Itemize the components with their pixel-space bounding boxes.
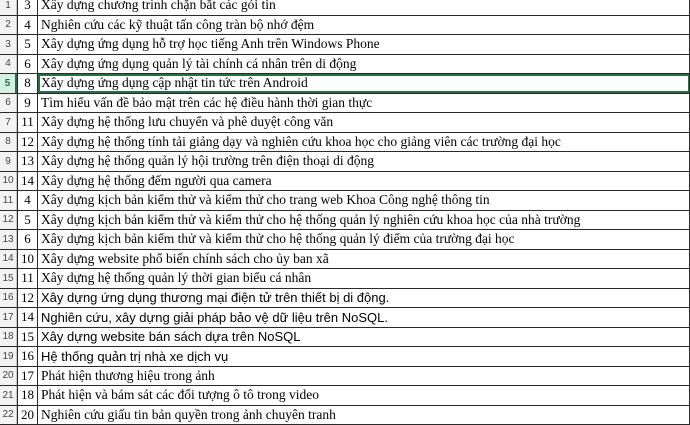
- topic-title-cell[interactable]: Xây dựng ứng dụng hỗ trợ học tiếng Anh trên Windows Phone: [38, 35, 690, 54]
- table-row[interactable]: [0, 152, 690, 172]
- topic-number-cell[interactable]: 5: [17, 35, 38, 54]
- table-row[interactable]: [0, 230, 690, 250]
- topic-number-cell[interactable]: 17: [17, 367, 38, 386]
- topic-number-cell[interactable]: 3: [17, 0, 38, 15]
- topic-title-cell[interactable]: Xây dựng ứng dụng thương mại điện tử trên thiết bị di động.: [38, 289, 690, 308]
- row-header[interactable]: 22: [0, 406, 17, 425]
- table-row[interactable]: [0, 367, 690, 387]
- table-row[interactable]: [0, 308, 690, 328]
- row-header[interactable]: 2: [0, 16, 17, 35]
- table-row[interactable]: [0, 269, 690, 289]
- row-header[interactable]: 8: [0, 133, 17, 152]
- topic-title-cell[interactable]: Tìm hiểu vấn đề bảo mật trên các hệ điều hành thời gian thực: [38, 94, 690, 113]
- topic-title-cell[interactable]: Nghiên cứu, xây dựng giải pháp bảo vệ dữ liệu trên NoSQL.: [38, 308, 690, 327]
- row-header[interactable]: 5: [0, 74, 17, 93]
- row-header[interactable]: 9: [0, 152, 17, 171]
- table-row[interactable]: [0, 35, 690, 55]
- topic-number-cell[interactable]: 6: [17, 55, 38, 74]
- row-header[interactable]: 20: [0, 367, 17, 386]
- topic-number-cell[interactable]: 12: [17, 289, 38, 308]
- topic-number-cell[interactable]: 10: [17, 250, 38, 269]
- table-row[interactable]: [0, 94, 690, 114]
- table-row[interactable]: [0, 191, 690, 211]
- topic-number-cell[interactable]: 18: [17, 386, 38, 405]
- table-row[interactable]: [0, 328, 690, 348]
- topic-number-cell[interactable]: 6: [17, 230, 38, 249]
- topic-title-cell[interactable]: Xây dựng hệ thống quản lý thời gian biểu cá nhân: [38, 269, 690, 288]
- row-header[interactable]: 15: [0, 269, 17, 288]
- topic-number-cell[interactable]: 9: [17, 94, 38, 113]
- topic-number-cell[interactable]: 20: [17, 406, 38, 425]
- topic-number-cell[interactable]: 13: [17, 152, 38, 171]
- row-header[interactable]: 13: [0, 230, 17, 249]
- topic-number-cell[interactable]: 12: [17, 133, 38, 152]
- topic-title-cell[interactable]: Xây dựng website phổ biến chính sách cho ủy ban xã: [38, 250, 690, 269]
- topic-title-cell[interactable]: Phát hiện thương hiệu trong ảnh: [38, 367, 690, 386]
- row-header[interactable]: 21: [0, 386, 17, 405]
- topic-title-cell[interactable]: Xây dựng kịch bản kiểm thử và kiểm thử cho trang web Khoa Công nghệ thông tin: [38, 191, 690, 210]
- row-header[interactable]: 10: [0, 172, 17, 191]
- topic-title-cell[interactable]: Xây dựng hệ thống lưu chuyển và phê duyệt công văn: [38, 113, 690, 132]
- table-row[interactable]: [0, 172, 690, 192]
- table-row[interactable]: [0, 347, 690, 367]
- table-row[interactable]: [0, 211, 690, 231]
- topic-number-cell[interactable]: 14: [17, 308, 38, 327]
- topic-number-cell[interactable]: 11: [17, 269, 38, 288]
- table-row[interactable]: [0, 55, 690, 75]
- topic-title-cell[interactable]: Xây dựng hệ thống đếm người qua camera: [38, 172, 690, 191]
- topic-number-cell[interactable]: 8: [17, 74, 38, 93]
- topic-number-cell[interactable]: 4: [17, 191, 38, 210]
- row-header[interactable]: 1: [0, 0, 17, 15]
- row-header[interactable]: 12: [0, 211, 17, 230]
- row-header[interactable]: 16: [0, 289, 17, 308]
- row-header[interactable]: 19: [0, 347, 17, 366]
- topic-title-cell[interactable]: Phát hiện và bám sát các đối tượng ô tô trong video: [38, 386, 690, 405]
- topic-title-cell[interactable]: Nghiên cứu các kỹ thuật tấn công tràn bộ nhớ đệm: [38, 16, 690, 35]
- row-header[interactable]: 4: [0, 55, 17, 74]
- table-row[interactable]: [0, 250, 690, 270]
- row-header[interactable]: 18: [0, 328, 17, 347]
- topic-number-cell[interactable]: 14: [17, 172, 38, 191]
- topic-title-cell[interactable]: Hệ thống quản trị nhà xe dịch vụ: [38, 347, 690, 366]
- row-header[interactable]: 11: [0, 191, 17, 210]
- topic-number-cell[interactable]: 5: [17, 211, 38, 230]
- row-header[interactable]: 3: [0, 35, 17, 54]
- topic-number-cell[interactable]: 4: [17, 16, 38, 35]
- table-row[interactable]: [0, 386, 690, 406]
- table-row[interactable]: [0, 0, 690, 16]
- topic-title-cell[interactable]: Xây dựng hệ thống quản lý hội trường trên điện thoại di động: [38, 152, 690, 171]
- topic-title-cell[interactable]: Xây dựng ứng dụng quản lý tài chính cá nhân trên di động: [38, 55, 690, 74]
- row-header[interactable]: 7: [0, 113, 17, 132]
- topic-title-cell[interactable]: Xây dựng chương trình chặn bắt các gói tin: [38, 0, 690, 15]
- table-row[interactable]: [0, 133, 690, 153]
- table-row[interactable]: [0, 113, 690, 133]
- table-row[interactable]: [0, 289, 690, 309]
- row-header[interactable]: 6: [0, 94, 17, 113]
- table-row[interactable]: [0, 406, 690, 425]
- row-header[interactable]: 17: [0, 308, 17, 327]
- topic-number-cell[interactable]: 15: [17, 328, 38, 347]
- table-row[interactable]: [0, 16, 690, 36]
- topic-title-cell[interactable]: Xây dựng website bán sách dựa trên NoSQL: [38, 328, 690, 347]
- topic-title-cell[interactable]: Xây dựng hệ thống tính tải giảng dạy và nghiên cứu khoa học cho giảng viên các trường đại học: [38, 133, 690, 152]
- topic-number-cell[interactable]: 11: [17, 113, 38, 132]
- topic-title-cell[interactable]: Xây dựng kịch bản kiểm thử và kiểm thử cho hệ thống quản lý điểm của trường đại học: [38, 230, 690, 249]
- topic-title-cell[interactable]: Xây dựng ứng dụng cập nhật tin tức trên Android: [38, 74, 690, 93]
- topic-title-cell[interactable]: Xây dựng kịch bản kiểm thử và kiểm thử cho hệ thống quản lý nghiên cứu khoa học của nhà trường: [38, 211, 690, 230]
- table-row-selected[interactable]: [0, 74, 690, 94]
- topic-title-cell[interactable]: Nghiên cứu giấu tin bản quyền trong ảnh chuyên tranh: [38, 406, 690, 425]
- topic-number-cell[interactable]: 16: [17, 347, 38, 366]
- row-header[interactable]: 14: [0, 250, 17, 269]
